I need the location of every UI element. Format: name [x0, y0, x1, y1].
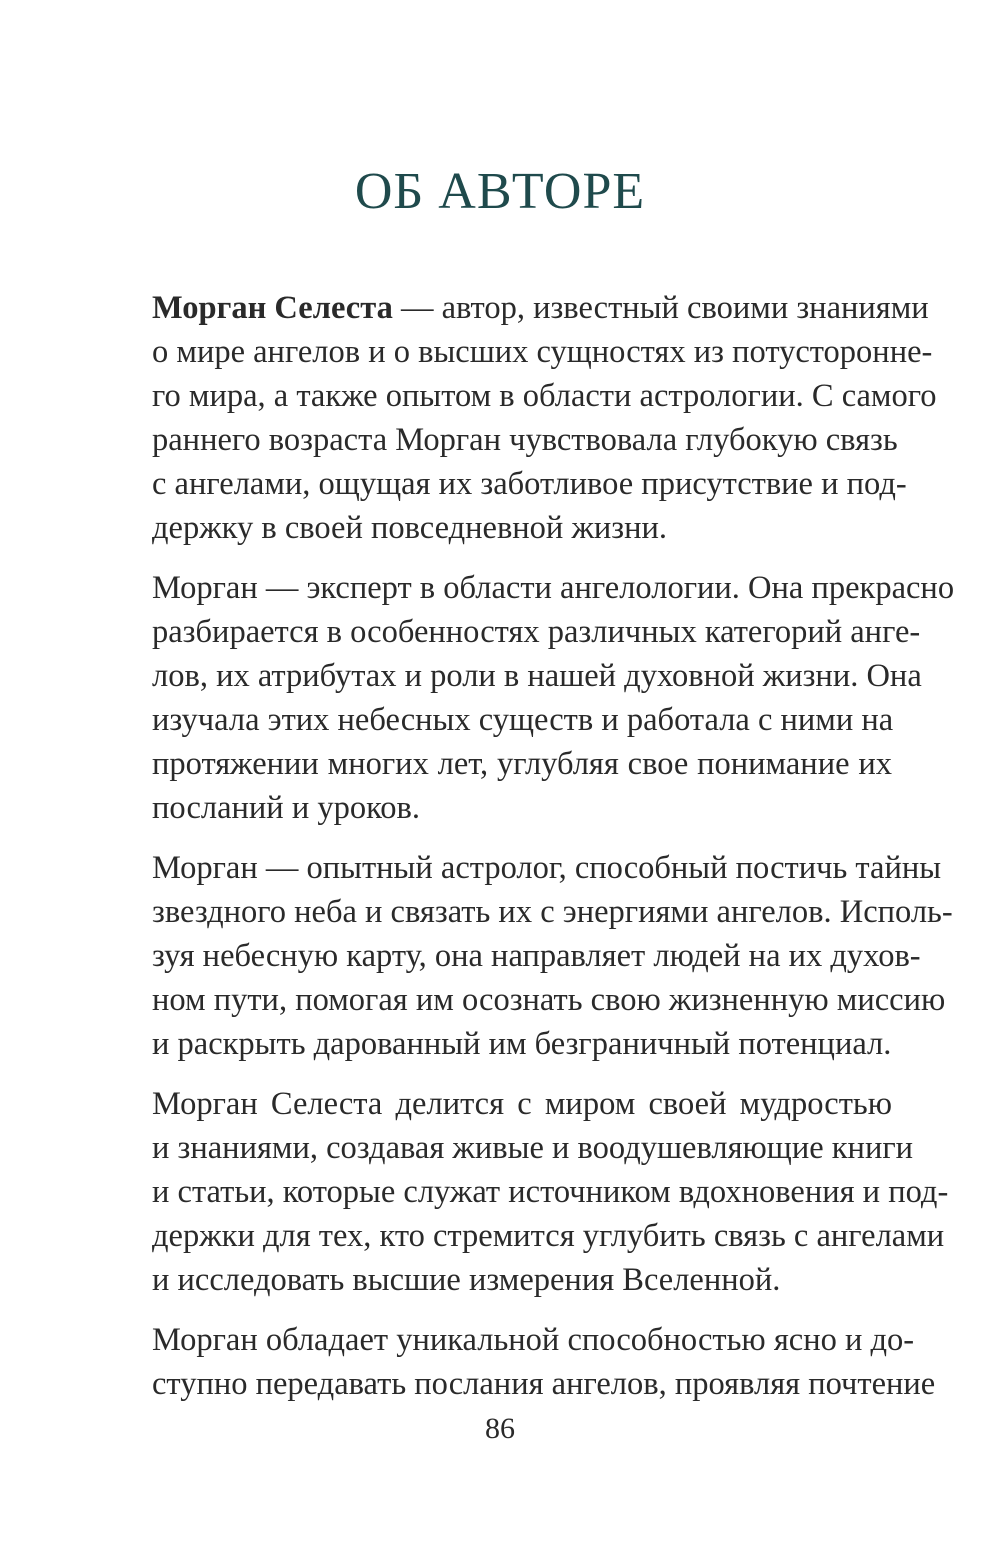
text-line: зуя небесную карту, она направляет людей на их духов-: [152, 938, 921, 974]
text-line: о мире ангелов и о высших сущностях из потустороннe-: [152, 334, 933, 370]
text-line: держки для тех, кто стремится углубить связь с ангелами: [152, 1218, 945, 1254]
text-line: держку в своей повседневной жизни.: [152, 510, 668, 546]
text-line: изучала этих небесных существ и работала с ними на: [152, 702, 894, 738]
paragraph-5: [152, 1318, 936, 1406]
text-line: го мира, а также опытом в области астрологии. С самого: [152, 378, 937, 414]
paragraph-1: [152, 286, 937, 550]
text-line: и раскрыть дарованный им безграничный потенциал.: [152, 1026, 892, 1062]
text-line: раннего возраста Морган чувствовала глубокую связь: [152, 422, 898, 458]
text-line: и знаниями, создавая живые и воодушевляющие книги: [152, 1130, 914, 1166]
body-text: [152, 286, 955, 1422]
text-line: разбирается в особенностях различных категорий анге-: [152, 614, 921, 650]
text-line: лов, их атрибутах и роли в нашей духовной жизни. Она: [152, 658, 922, 694]
text-line: Морган — эксперт в области ангелологии. Она прекрасно: [152, 570, 955, 606]
text-line: и исследовать высшие измерения Вселенной.: [152, 1262, 781, 1298]
paragraph-2: [152, 566, 955, 830]
text-line: протяжении многих лет, углубляя свое понимание их: [152, 746, 892, 782]
text-line: и статьи, которые служат источником вдохновения и под-: [152, 1174, 949, 1210]
paragraph-3: [152, 846, 953, 1066]
text-line: Морган — опытный астролог, способный постичь тайны: [152, 850, 942, 886]
paragraph-4: [152, 1082, 949, 1302]
text-line-rest: — автор, известный своими знаниями: [392, 290, 929, 326]
text-line: ступно передавать послания ангелов, проявляя почтение: [152, 1366, 936, 1402]
text-line: посланий и уроков.: [152, 790, 420, 826]
text-line: [152, 286, 929, 330]
text-line: Морган Селеста делится с миром своей мудростью: [152, 1086, 892, 1122]
text-line: с ангелами, ощущая их заботливое присутствие и под-: [152, 466, 907, 502]
page-number: 86: [485, 1412, 515, 1445]
text-line: ном пути, помогая им осознать свою жизненную миссию: [152, 982, 946, 1018]
page-title: ОБ АВТОРЕ: [354, 163, 646, 220]
text-line: звездного неба и связать их с энергиями ангелов. Исполь-: [152, 894, 953, 930]
text-line: Морган обладает уникальной способностью ясно и до-: [152, 1322, 915, 1358]
author-name: Морган Селеста: [152, 290, 393, 326]
